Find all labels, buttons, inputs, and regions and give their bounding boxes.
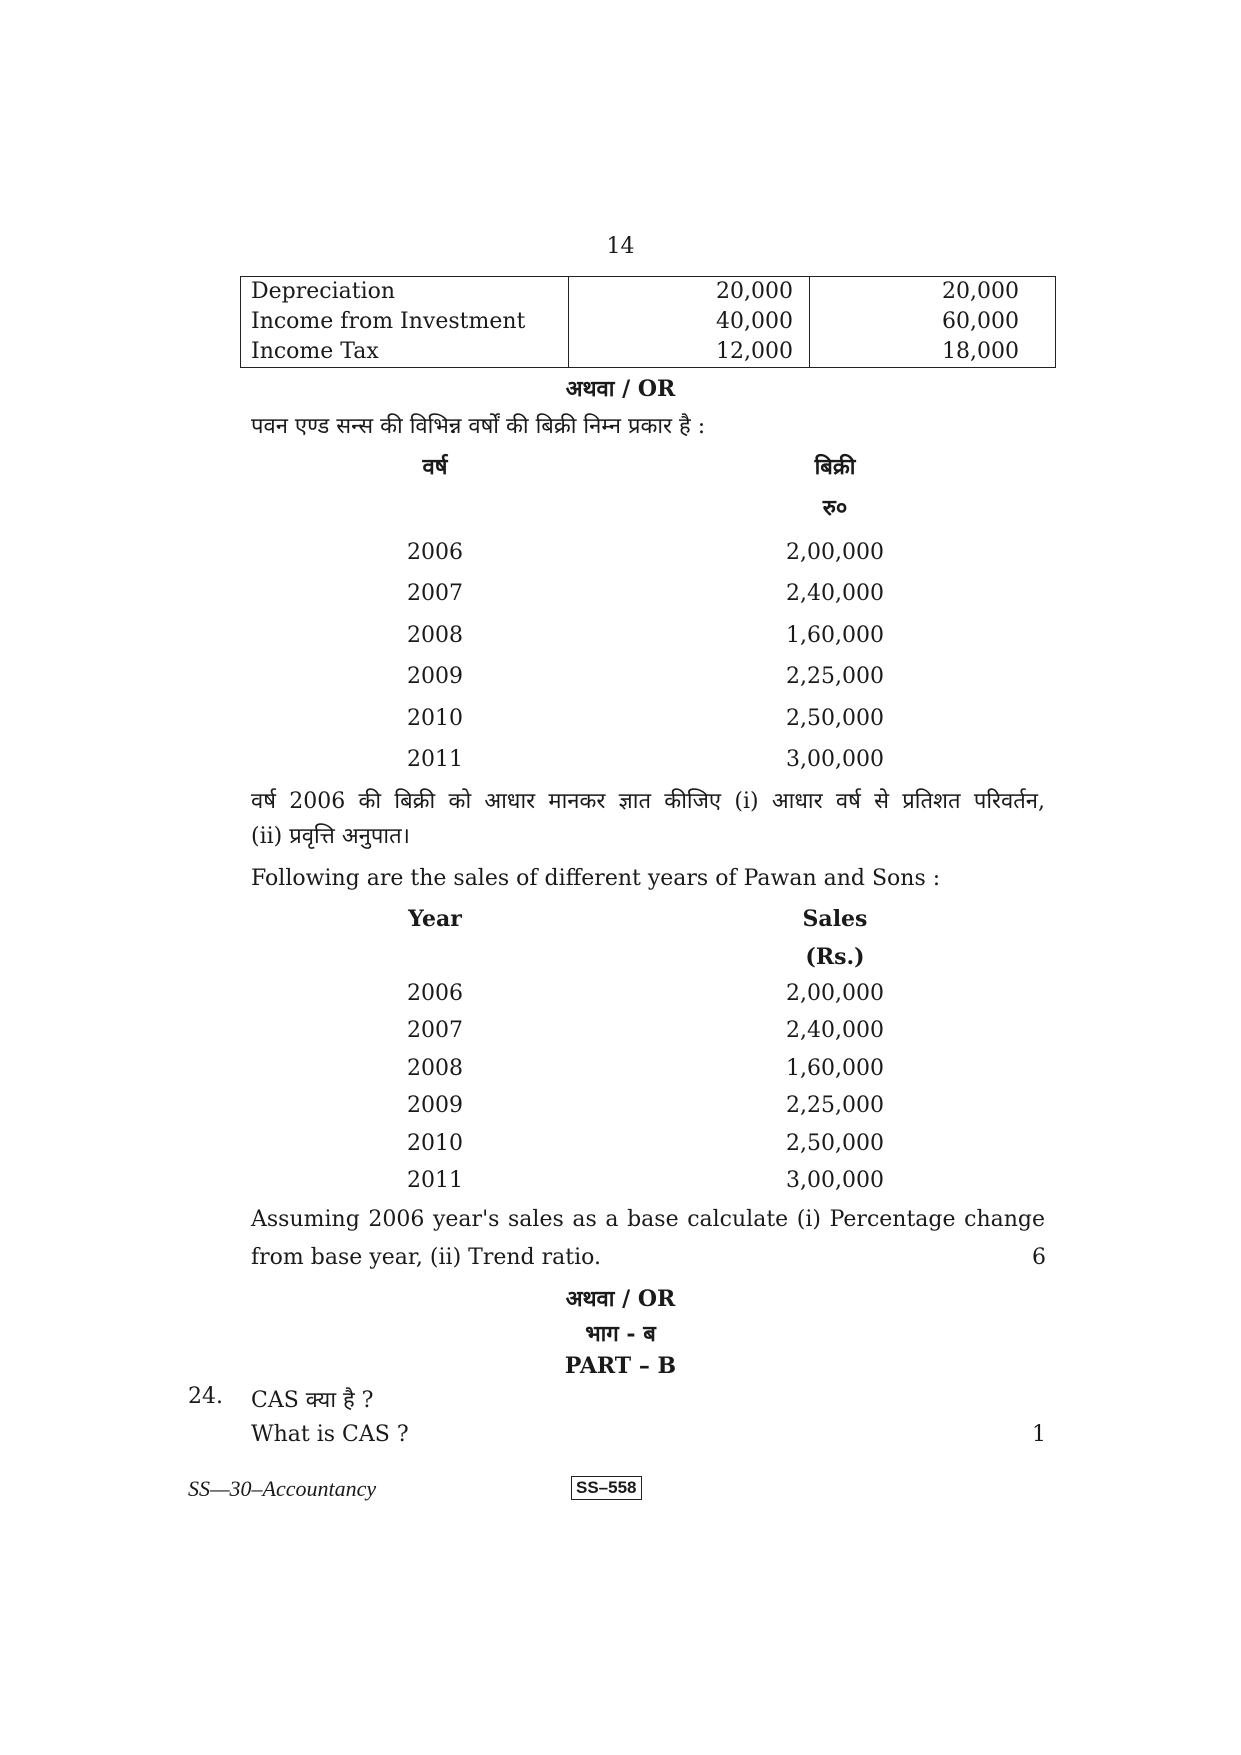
english-row-sales: 2,40,000: [786, 1018, 884, 1043]
english-row-sales: 1,60,000: [786, 1056, 884, 1081]
table-row: [241, 307, 1056, 337]
hindi-row-sales: 2,40,000: [786, 581, 884, 606]
table-cell-value: 60,000: [942, 309, 1019, 334]
hindi-row-year: 2011: [407, 747, 463, 772]
english-row-sales: 3,00,000: [786, 1168, 884, 1193]
english-sales-header: Sales: [802, 906, 868, 932]
english-intro: Following are the sales of different years of Pawan and Sons :: [251, 866, 941, 891]
english-question-line1: Assuming 2006 year's sales as a base calculate (i) Percentage change: [251, 1207, 1045, 1232]
english-unit: (Rs.): [805, 944, 865, 970]
english-row-year: 2011: [407, 1168, 463, 1193]
question-english: What is CAS ?: [251, 1422, 409, 1447]
hindi-intro: पवन एण्ड सन्स की विभिन्न वर्षों की बिक्री निम्न प्रकार है :: [251, 414, 706, 439]
english-row-sales: 2,00,000: [786, 981, 884, 1006]
table-cell-value: 40,000: [569, 307, 810, 337]
hindi-row-year: 2009: [407, 664, 463, 689]
or-heading: अथवा / OR: [565, 1286, 676, 1312]
footer-code: SS–558: [571, 1476, 642, 1500]
or-heading: अथवा / OR: [565, 376, 676, 402]
part-heading-hindi: भाग - ब: [585, 1321, 656, 1347]
hindi-row-sales: 2,50,000: [786, 706, 884, 731]
english-year-header: Year: [408, 906, 462, 932]
income-table: [240, 276, 1056, 368]
table-cell-value: 20,000: [569, 277, 810, 308]
table-cell-value: 18,000: [942, 339, 1019, 364]
hindi-row-year: 2010: [407, 706, 463, 731]
english-row-year: 2006: [407, 981, 463, 1006]
english-row-sales: 2,25,000: [786, 1093, 884, 1118]
hindi-year-header: वर्ष: [422, 454, 448, 480]
hindi-row-year: 2007: [407, 581, 463, 606]
english-question-line2: from base year, (ii) Trend ratio.: [251, 1245, 601, 1270]
hindi-row-year: 2006: [407, 540, 463, 565]
footer-subject: SS—30–Accountancy: [188, 1476, 377, 1501]
table-cell-value: 12,000: [569, 337, 810, 368]
hindi-row-sales: 1,60,000: [786, 623, 884, 648]
table-cell-item: Depreciation: [241, 277, 569, 308]
hindi-question-line2: (ii) प्रवृत्ति अनुपात।: [251, 824, 410, 849]
table-cell-value: 20,000: [942, 279, 1019, 304]
hindi-row-year: 2008: [407, 623, 463, 648]
hindi-sales-header: बिक्री: [814, 454, 856, 480]
hindi-row-sales: 3,00,000: [786, 747, 884, 772]
part-heading-english: PART – B: [564, 1353, 677, 1379]
english-row-year: 2010: [407, 1131, 463, 1156]
hindi-row-sales: 2,25,000: [786, 664, 884, 689]
english-row-year: 2008: [407, 1056, 463, 1081]
english-row-sales: 2,50,000: [786, 1131, 884, 1156]
marks: 6: [1032, 1245, 1046, 1270]
hindi-row-sales: 2,00,000: [786, 540, 884, 565]
english-row-year: 2007: [407, 1018, 463, 1043]
question-number: 24.: [188, 1384, 223, 1409]
english-row-year: 2009: [407, 1093, 463, 1118]
page-number: 14: [606, 234, 635, 259]
hindi-question-line1: वर्ष 2006 की बिक्री को आधार मानकर ज्ञात कीजिए (i) आधार वर्ष से प्रतिशत परिवर्तन,: [251, 789, 1045, 814]
table-row: [241, 337, 1056, 368]
marks: 1: [1032, 1422, 1046, 1447]
question-hindi: CAS क्या है ?: [251, 1388, 374, 1413]
table-row: [241, 277, 1056, 308]
table-cell-item: Income from Investment: [241, 307, 569, 337]
table-cell-item: Income Tax: [241, 337, 569, 368]
hindi-unit: रु०: [822, 495, 848, 521]
